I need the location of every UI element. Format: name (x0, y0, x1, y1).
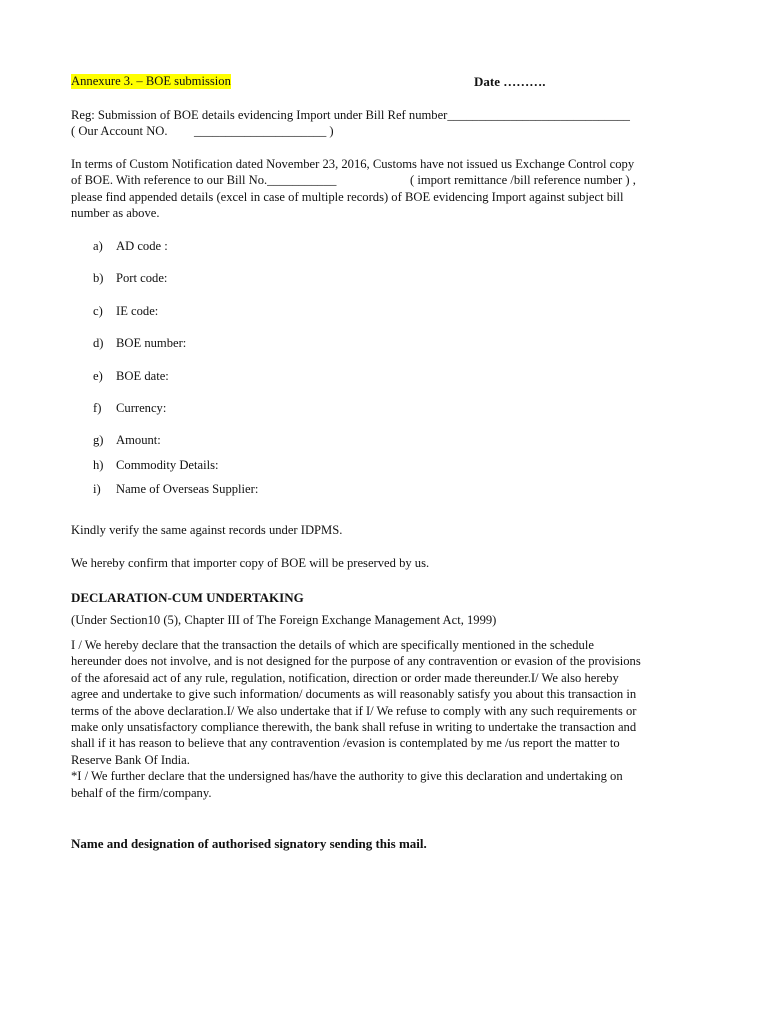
intro-line-3: please find appended details (excel in case of multiple records) of BOE evidencing Import against subject bill (71, 190, 624, 204)
reg-line: Reg: Submission of BOE details evidencing Import under Bill Ref number_____________________________ (71, 108, 630, 122)
signatory-note: Name and designation of authorised signatory sending this mail. (71, 836, 427, 851)
verify-text: Kindly verify the same against records under IDPMS. (71, 523, 343, 537)
account-no-blank: _____________________ ) (194, 124, 334, 138)
date-label: Date ………. (474, 74, 546, 89)
intro-line-4: number as above. (71, 206, 160, 220)
declaration-line: of the aforesaid act of any rule, regulation, notification, direction or order made thereunder.I/ We also hereby (71, 670, 619, 685)
annexure-title: Annexure 3. – BOE submission (71, 74, 231, 88)
confirm-text: We hereby confirm that importer copy of BOE will be preserved by us. (71, 556, 430, 570)
declaration-line: I / We hereby declare that the transaction the details of which are specifically mentioned in the schedule (71, 638, 594, 652)
intro-line-1: In terms of Custom Notification dated November 23, 2016, Customs have not issued us Exchange Control copy (71, 157, 635, 171)
intro-line-2-note: ( import remittance /bill reference number ) , (410, 173, 636, 187)
declaration-line: terms of the above declaration.I/ We also undertake that if I/ We refuse to comply with any such requirements or (71, 703, 637, 718)
declaration-line: *I / We further declare that the undersigned has/have the authority to give this declaration and undertaking on (71, 769, 623, 784)
account-no-label: ( Our Account NO. (71, 124, 168, 138)
declaration-line: hereunder does not involve, and is not designed for the purpose of any contravention or evasion of the provisions (71, 654, 641, 669)
declaration-subheading: (Under Section10 (5), Chapter III of The Foreign Exchange Management Act, 1999) (71, 613, 497, 627)
declaration-heading: DECLARATION-CUM UNDERTAKING (71, 590, 304, 605)
declaration-line: agree and undertake to give such information/ documents as will reasonably satisfy you about this transaction in (71, 687, 637, 702)
declaration-line: shall if it has reason to believe that any contravention /evasion is contemplated by me /us report the matter to (71, 736, 620, 751)
intro-line-2: of BOE. With reference to our Bill No.___________ (71, 173, 337, 187)
declaration-body (71, 637, 711, 801)
declaration-line: behalf of the firm/company. (71, 785, 212, 800)
declaration-line: Reserve Bank Of India. (71, 752, 190, 767)
declaration-line: make only unsatisfactory compliance therewith, the bank shall refuse in writing to undertake the transaction and (71, 720, 637, 735)
